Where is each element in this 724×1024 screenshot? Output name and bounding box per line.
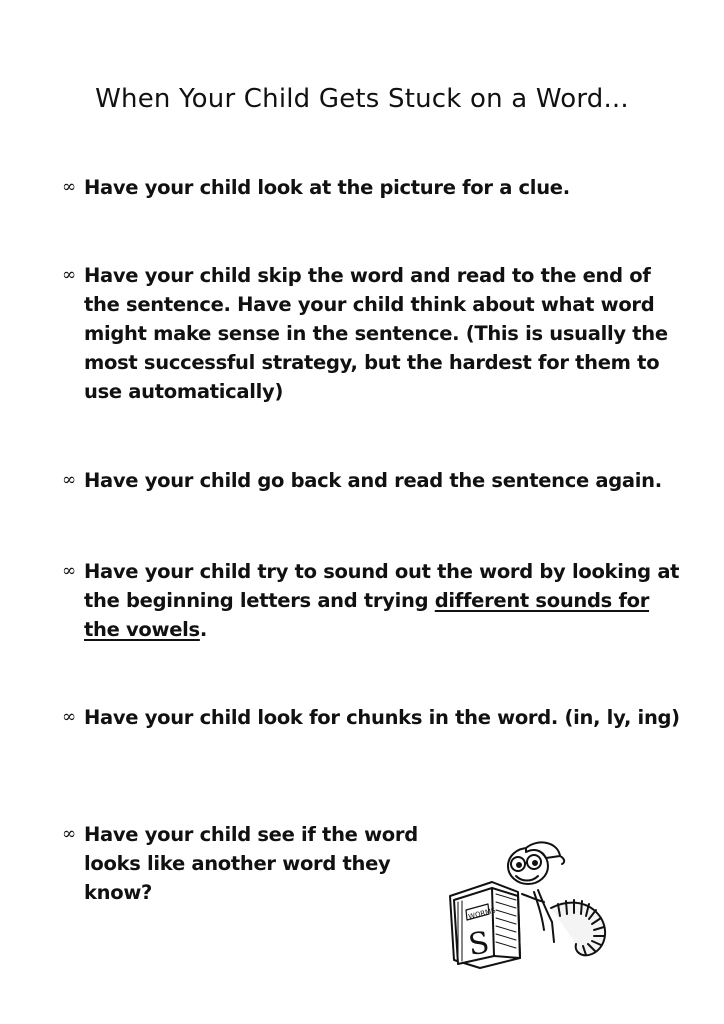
- bookworm-reading-illustration: [446, 830, 626, 970]
- tip-item: [62, 261, 684, 406]
- tip-text-underlined: different sounds for the vowels: [84, 589, 650, 641]
- infinity-bullet-icon: ∞: [62, 470, 77, 490]
- tip-text: Have your child see if the word looks like another word they know?: [84, 823, 418, 904]
- infinity-bullet-icon: ∞: [62, 561, 77, 581]
- tip-text: Have your child look for chunks in the word. (in, ly, ing): [84, 706, 680, 729]
- tip-item: [62, 557, 684, 644]
- tip-text-start: Have your child try to sound out the word by looking at the beginning letters and trying: [84, 560, 680, 612]
- tip-text: [84, 557, 684, 644]
- tip-item: [62, 703, 684, 732]
- tip-text: Have your child go back and read the sentence again.: [84, 469, 662, 492]
- tip-text: Have your child skip the word and read to the end of the sentence. Have your child think about what word might make sense in the sentence. (This is usually the most successful strategy, but the hardest for them to use automatically): [84, 264, 668, 403]
- tip-item: [62, 466, 684, 495]
- book-cover-letter: S: [466, 925, 492, 963]
- page-title: When Your Child Gets Stuck on a Word...: [95, 84, 629, 114]
- infinity-bullet-icon: ∞: [62, 824, 77, 844]
- book-cover-title: WORMS: [467, 906, 497, 922]
- tip-item: [62, 173, 684, 202]
- tip-item: [62, 820, 442, 907]
- tip-text: Have your child look at the picture for a clue.: [84, 176, 570, 199]
- tip-text-end: .: [199, 618, 207, 641]
- infinity-bullet-icon: ∞: [62, 177, 77, 197]
- infinity-bullet-icon: ∞: [62, 265, 77, 285]
- infinity-bullet-icon: ∞: [62, 707, 77, 727]
